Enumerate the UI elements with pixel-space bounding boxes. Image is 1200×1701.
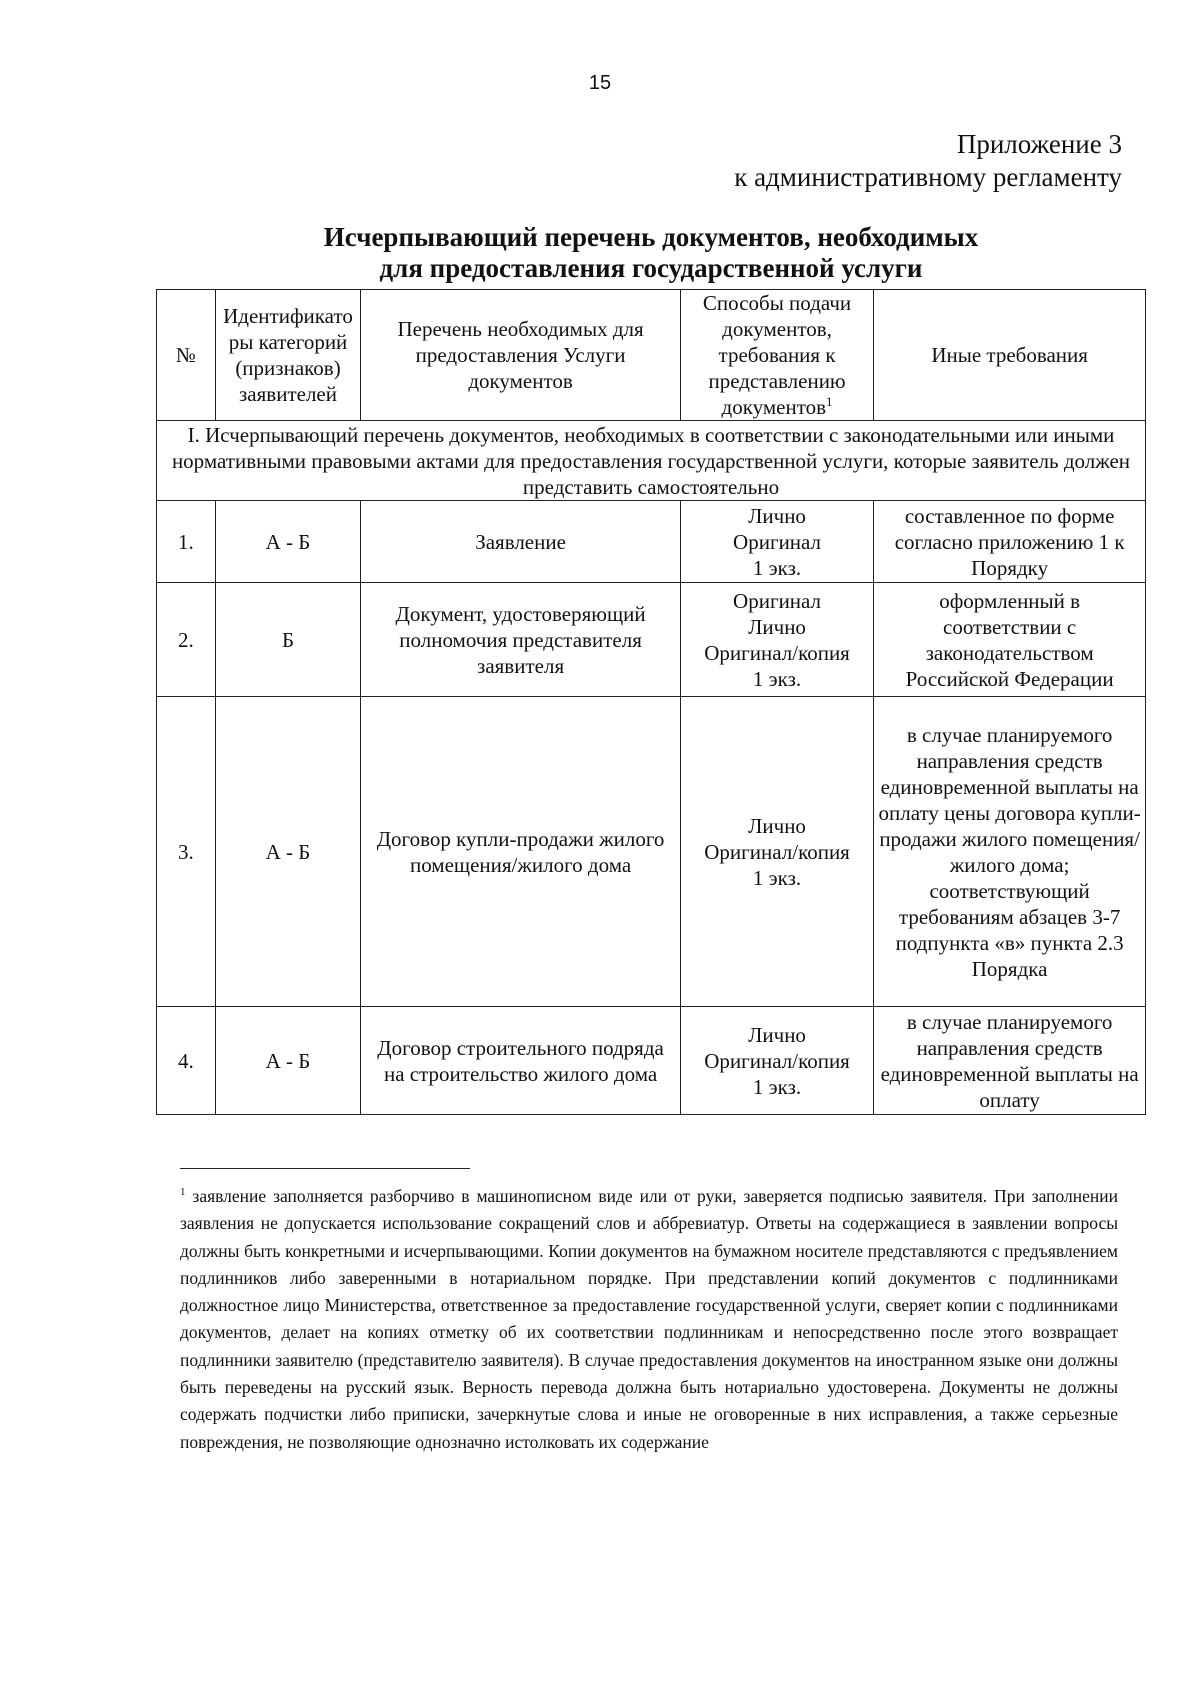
table-row: [157, 501, 1146, 583]
footnote-mark: 1: [180, 1186, 186, 1199]
method-line: Лично: [748, 503, 806, 528]
header-num: №: [157, 290, 216, 421]
appendix-heading: [734, 128, 1122, 194]
method-line: Оригинал: [733, 529, 822, 554]
title-line-2: для предоставления государственной услуги: [379, 253, 923, 283]
method-line: Лично: [748, 1022, 806, 1047]
method-line: 1 экз.: [752, 865, 802, 890]
title-line-1: Исчерпывающий перечень документов, необходимых: [323, 222, 979, 252]
table-header-row: [157, 290, 1146, 421]
method-line: Лично: [748, 614, 806, 639]
row-method: [680, 697, 873, 1007]
row-num: 3.: [157, 697, 216, 1007]
row-num: 1.: [157, 501, 216, 583]
section-row: [157, 421, 1146, 501]
method-line: Оригинал/копия: [704, 1048, 850, 1073]
method-line: 1 экз.: [752, 666, 802, 691]
method-line: 1 экз.: [752, 555, 802, 580]
method-line: 1 экз.: [752, 1074, 802, 1099]
appendix-line-2: к административному регламенту: [734, 162, 1122, 192]
row-method: [680, 1007, 873, 1115]
header-methods: [680, 290, 873, 421]
row-other: оформленный в соответствии с законодательством Российской Федерации: [874, 583, 1146, 697]
row-method: [680, 583, 873, 697]
row-identifier: А - Б: [215, 697, 361, 1007]
table-row: [157, 697, 1146, 1007]
method-line: Оригинал/копия: [704, 839, 850, 864]
appendix-line-1: Приложение 3: [956, 129, 1122, 159]
section-title: I. Исчерпывающий перечень документов, необходимых в соответствии с законодательными или иными нормативными правовыми актами для предоставления государственной услуги, которые заявитель должен представить самостоятельно: [157, 421, 1146, 501]
document-title: [156, 222, 1146, 284]
row-document: Заявление: [361, 501, 681, 583]
row-other: в случае планируемого направления средств единовременной выплаты на оплату: [874, 1007, 1146, 1115]
row-other: составленное по форме согласно приложению 1 к Порядку: [874, 501, 1146, 583]
table-row: [157, 1007, 1146, 1115]
row-identifier: Б: [215, 583, 361, 697]
documents-table: [156, 289, 1146, 1115]
header-other: Иные требования: [874, 290, 1146, 421]
header-identifiers: Идентификаторы категорий (признаков) заявителей: [215, 290, 361, 421]
row-other: в случае планируемого направления средств единовременной выплаты на оплату цены договора купли-продажи жилого помещения/жилого дома; соответствующий требованиям абзацев 3-7 подпункта «в» пункта 2.3 Порядка: [874, 697, 1146, 1007]
row-document: Договор строительного подряда на строительство жилого дома: [361, 1007, 681, 1115]
table-row: [157, 583, 1146, 697]
footnote: [180, 1183, 1118, 1456]
header-methods-text: Способы подачи документов, требования к представлению документов: [702, 291, 852, 419]
row-num: 4.: [157, 1007, 216, 1115]
header-documents: Перечень необходимых для предоставления Услуги документов: [361, 290, 681, 421]
row-identifier: А - Б: [215, 1007, 361, 1115]
row-method: [680, 501, 873, 583]
row-document: Документ, удостоверяющий полномочия представителя заявителя: [361, 583, 681, 697]
footnote-divider: [180, 1168, 470, 1169]
method-line: Оригинал/копия: [704, 640, 850, 665]
row-num: 2.: [157, 583, 216, 697]
method-line: Лично: [748, 813, 806, 838]
row-document: Договор купли-продажи жилого помещения/жилого дома: [361, 697, 681, 1007]
footnote-text: заявление заполняется разборчиво в машинописном виде или от руки, заверяется подписью заявителя. При заполнении заявления не допускается использование сокращений слов и аббревиатур. Ответы на содержащиеся в заявлении вопросы должны быть конкретными и исчерпывающими. Копии документов на бумажном носителе представляются с предъявлением подлинников либо заверенными в нотариальном порядке. При представлении копий документов с подлинниками должностное лицо Министерства, ответственное за предоставление государственной услуги, сверяет копии с подлинниками документов, делает на копиях отметку об их соответствии подлинникам и непосредственно после этого возвращает подлинники заявителю (представителю заявителя). В случае предоставления документов на иностранном языке они должны быть переведены на русский язык. Верность перевода должна быть нотариально удостоверена. Документы не должны содержать подчистки либо приписки, зачеркнутые слова и иные не оговоренные в них исправления, а также серьезные повреждения, не позволяющие однозначно истолковать их содержание: [180, 1186, 1119, 1452]
page-number: 15: [588, 72, 612, 94]
method-line: Оригинал: [733, 588, 822, 613]
header-methods-footnote-mark: 1: [826, 394, 833, 409]
row-identifier: А - Б: [215, 501, 361, 583]
